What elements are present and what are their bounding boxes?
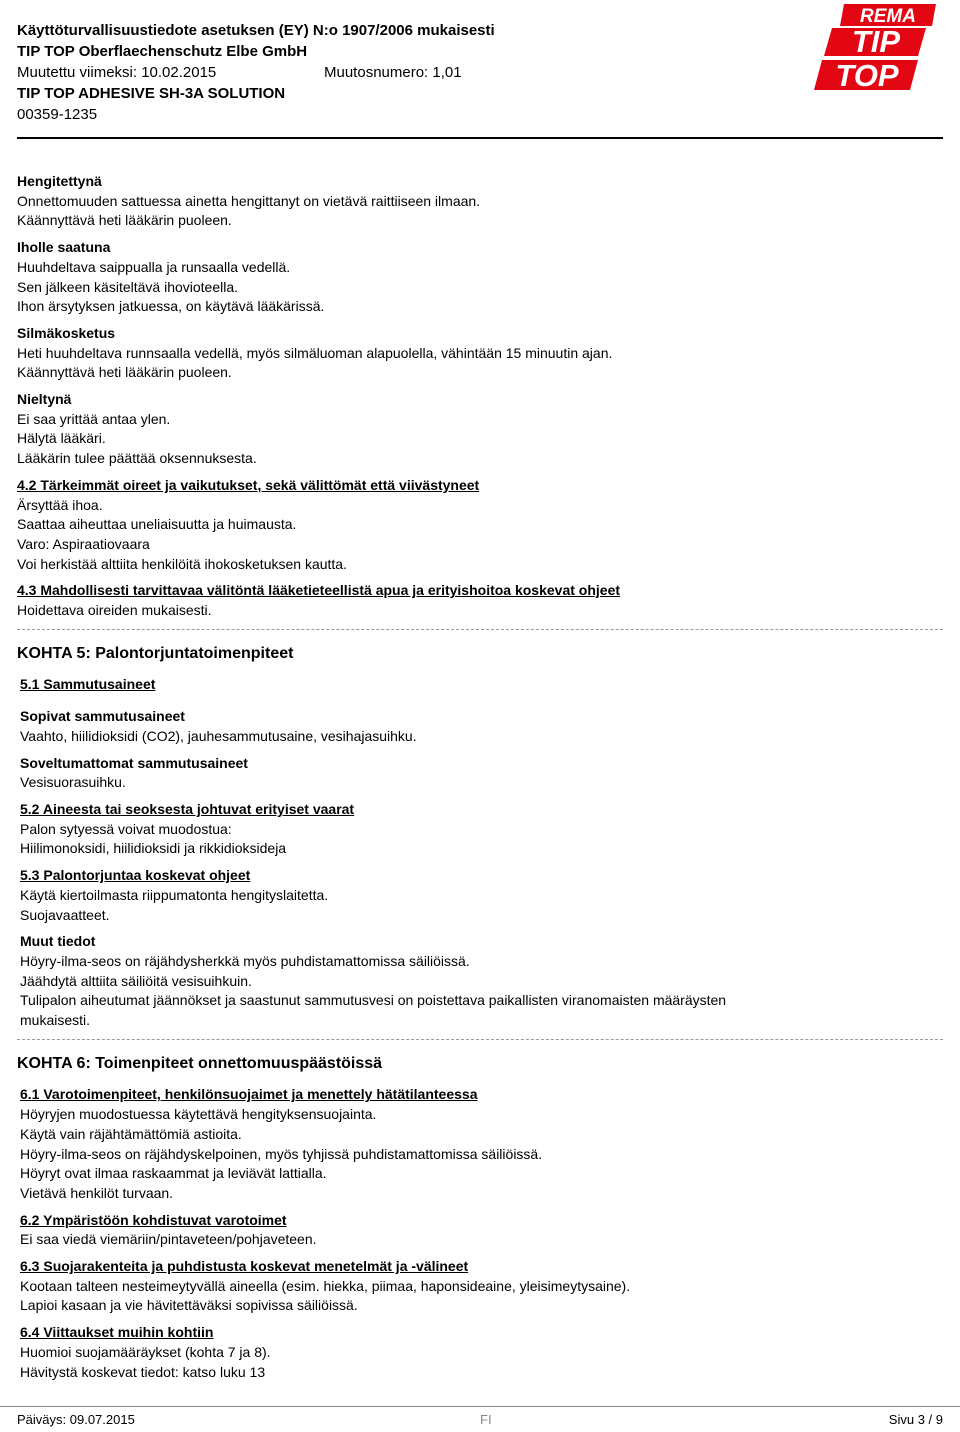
eye-heading: Silmäkosketus (17, 324, 116, 341)
section-6-1-text-4: Höyryt ovat ilmaa raskaammat ja leviävät lattialla. (20, 1165, 327, 1182)
skin-text-2: Sen jälkeen käsiteltävä ihovioteella. (17, 278, 239, 295)
section-5-3-text-2: Suojavaatteet. (20, 906, 110, 923)
page-footer (17, 1412, 943, 1428)
footer-language: FI (480, 1412, 492, 1427)
section-4-2-text-2: Saattaa aiheuttaa uneliaisuutta ja huimausta. (17, 516, 297, 533)
skin-text-1: Huuhdeltava saippualla ja runsaalla vedellä. (17, 258, 291, 275)
footer-date: Päiväys: 09.07.2015 (17, 1412, 135, 1427)
section-6-4-heading: 6.4 Viittaukset muihin kohtiin (20, 1324, 214, 1341)
section-6-3-text-1: Kootaan talteen nesteimeytyvällä aineella (esim. hiekka, piimaa, haponsideaine, yleisimeytysaine). (20, 1277, 631, 1294)
section-5-3-text-1: Käytä kiertoilmasta riippumatonta hengityslaitetta. (20, 886, 329, 903)
section-6-4-text-2: Hävitystä koskevat tiedot: katso luku 13 (20, 1363, 266, 1380)
other-info-text-4: mukaisesti. (20, 1012, 91, 1029)
suitable-media-text: Vaahto, hiilidioksidi (CO2), jauhesammutusaine, vesihajasuihku. (20, 727, 417, 744)
inhalation-text-2: Käännyttävä heti lääkärin puoleen. (17, 212, 232, 229)
section-4-2-text-3: Varo: Aspiraatiovaara (17, 535, 150, 552)
section-4-2-heading: 4.2 Tärkeimmät oireet ja vaikutukset, sekä välittömät että viivästyneet (17, 476, 480, 493)
other-info-heading: Muut tiedot (20, 933, 96, 950)
section-4-2-text-4: Voi herkistää alttiita henkilöitä ihokosketuksen kautta. (17, 555, 347, 572)
logo-text-rema: REMA (860, 6, 916, 27)
logo-text-top: TOP (835, 58, 899, 92)
section-6-3-text-2: Lapioi kasaan ja vie hävitettäväksi sopivissa säiliöissä. (20, 1297, 358, 1314)
section-6-2-text-1: Ei saa viedä viemäriin/pintaveteen/pohjaveteen. (20, 1231, 317, 1248)
skin-text-3: Ihon ärsytyksen jatkuessa, on käytävä lääkärissä. (17, 298, 325, 315)
section-6-2-heading: 6.2 Ympäristöön kohdistuvat varotoimet (20, 1211, 287, 1228)
header-code: 00359-1235 (17, 106, 98, 123)
section-4-3-text-1: Hoidettava oireiden mukaisesti. (17, 602, 212, 619)
header-modified: Muutettu viimeksi: 10.02.2015 (17, 64, 217, 81)
logo-text-tip: TIP (851, 24, 901, 59)
footer-divider (0, 1406, 960, 1407)
unsuitable-media-text: Vesisuorasuihku. (20, 774, 126, 791)
other-info-text-2: Jäähdytä alttiita säiliöitä vesisuihkuin. (20, 972, 252, 989)
eye-text-1: Heti huuhdeltava runnsaalla vedellä, myös silmäluoman alapuolella, vähintään 15 minuutin ajan. (17, 344, 613, 361)
other-info-text-3: Tulipalon aiheutumat jäännökset ja saastunut sammutusvesi on poistettava paikallisten viranomaisten määräysten (20, 992, 727, 1009)
suitable-media-heading: Sopivat sammutusaineet (20, 708, 185, 725)
section-6-1-text-2: Käytä vain räjähtämättömiä astioita. (20, 1125, 242, 1142)
eye-text-2: Käännyttävä heti lääkärin puoleen. (17, 364, 232, 381)
section-5-2-heading: 5.2 Aineesta tai seoksesta johtuvat erityiset vaarat (20, 800, 355, 817)
header-divider (17, 137, 943, 139)
other-info-text-1: Höyry-ilma-seos on räjähdysherkkä myös puhdistamattomissa säiliöissä. (20, 952, 470, 969)
header-product: TIP TOP ADHESIVE SH-3A SOLUTION (17, 85, 286, 102)
section-6-title: KOHTA 6: Toimenpiteet onnettomuuspäästöissä (17, 1054, 383, 1072)
section-4-3-heading: 4.3 Mahdollisesti tarvittavaa välitöntä lääketieteellistä apua ja erityishoitoa koskevat ohjeet (17, 582, 621, 599)
section-5-title: KOHTA 5: Palontorjuntatoimenpiteet (17, 644, 294, 662)
section-6-1-text-3: Höyry-ilma-seos on räjähdyskelpoinen, myös tyhjissä puhdistamattomissa säiliöissä. (20, 1145, 543, 1162)
inhalation-heading: Hengitettynä (17, 173, 102, 189)
section-divider (17, 1039, 943, 1040)
ingestion-text-2: Hälytä lääkäri. (17, 430, 106, 447)
section-6-3-heading: 6.3 Suojarakenteita ja puhdistusta koskevat menetelmät ja -välineet (20, 1258, 469, 1275)
skin-heading: Iholle saatuna (17, 239, 111, 256)
section-5-2-text-1: Palon sytyessä voivat muodostua: (20, 820, 232, 837)
header-dates (17, 62, 817, 83)
header-company: TIP TOP Oberflaechenschutz Elbe GmbH (17, 43, 308, 60)
header-title: Käyttöturvallisuustiedote asetuksen (EY) N:o 1907/2006 mukaisesti (17, 22, 495, 39)
section-5-3-heading: 5.3 Palontorjuntaa koskevat ohjeet (20, 867, 251, 884)
document-header (17, 20, 817, 125)
section-6-1-text-5: Vietävä henkilöt turvaan. (20, 1184, 174, 1201)
section-6-4-text-1: Huomioi suojamääräykset (kohta 7 ja 8). (20, 1343, 271, 1360)
rema-tip-top-logo (814, 4, 944, 92)
ingestion-text-3: Lääkärin tulee päättää oksennuksesta. (17, 450, 257, 467)
section-4-2-text-1: Ärsyttää ihoa. (17, 496, 103, 513)
section-6-1-text-1: Höyryjen muodostuessa käytettävä hengityksensuojainta. (20, 1106, 377, 1123)
section-6-1-heading: 6.1 Varotoimenpiteet, henkilönsuojaimet ja menettely hätätilanteessa (20, 1086, 478, 1103)
ingestion-text-1: Ei saa yrittää antaa ylen. (17, 410, 171, 427)
document-body (17, 172, 943, 1382)
footer-page-number: Sivu 3 / 9 (888, 1412, 943, 1427)
section-5-1-heading: 5.1 Sammutusaineet (20, 676, 156, 693)
ingestion-heading: Nieltynä (17, 391, 72, 408)
section-divider (17, 629, 943, 630)
unsuitable-media-heading: Soveltumattomat sammutusaineet (20, 754, 248, 771)
inhalation-text-1: Onnettomuuden sattuessa ainetta hengittanyt on vietävä raittiiseen ilmaan. (17, 192, 481, 209)
header-revision: Muutosnumero: 1,01 (324, 64, 462, 81)
section-5-2-text-2: Hiilimonoksidi, hiilidioksidi ja rikkidioksideja (20, 840, 287, 857)
